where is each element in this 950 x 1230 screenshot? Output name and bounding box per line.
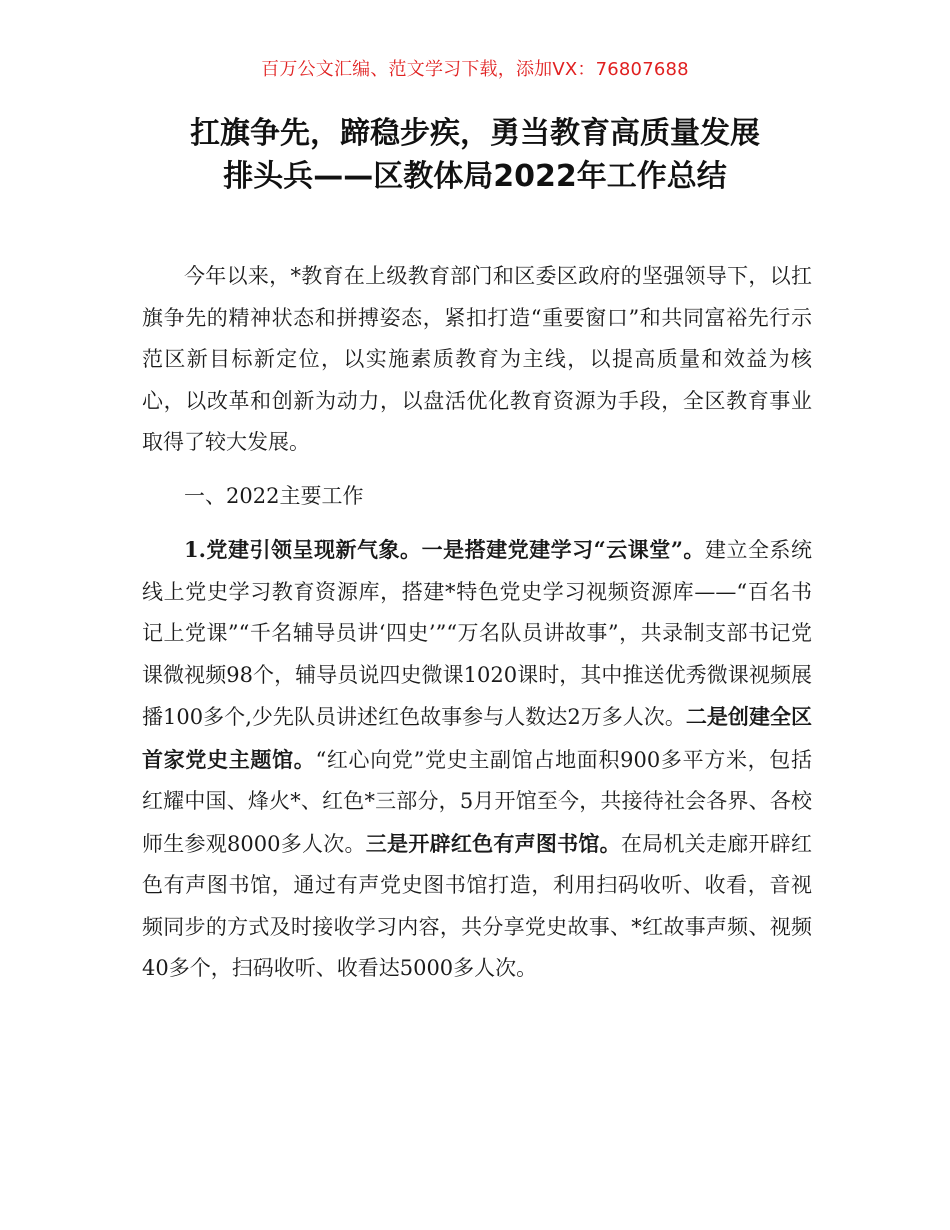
item3-heading: 三是开辟红色有声图书馆。: [365, 830, 621, 856]
document-body: [142, 256, 812, 990]
item1-heading: 1.党建引领呈现新气象。一是搭建党建学习“云课堂”。: [184, 537, 705, 562]
title-line-2: 排头兵——区教体局2022年工作总结: [223, 159, 727, 194]
download-banner: 百万公文汇编、范文学习下载，添加VX：76807688: [261, 59, 689, 80]
item2-text: “红心向党”党史主副馆占地面积900多平方米，包括红耀中国、烽火*、红色*三部分，5月开馆至今，共接待社会各界、各校师生参观8000多人次。: [142, 747, 812, 856]
section-heading: 一、2022主要工作: [184, 483, 364, 508]
item1-text: 建立全系统线上党史学习教育资源库，搭建*特色党史学习视频资源库——“百名书记上党课”“千名辅导员讲‘四史’”“万名队员讲故事”，共录制支部书记党课微视频98个，辅导员说四史微课1020课时，其中推送优秀微课视频展播100多个,少先队员讲述红色故事参与人数达2万多人次。: [142, 538, 812, 729]
document-title: [60, 112, 890, 198]
item3-text: 在局机关走廊开辟红色有声图书馆，通过有声党史图书馆打造，利用扫码收听、收看，音视频同步的方式及时接收学习内容，共分享党史故事、*红故事声频、视频40多个，扫码收听、收看达5000多人次。: [142, 831, 813, 980]
intro-paragraph: 今年以来，*教育在上级教育部门和区委区政府的坚强领导下，以扛旗争先的精神状态和拼搏姿态，紧扣打造“重要窗口”和共同富裕先行示范区新目标新定位，以实施素质教育为主线，以提高质量和效益为核心，以改革和创新为动力，以盘活优化教育资源为手段，全区教育事业取得了较大发展。: [142, 264, 812, 454]
party-building-paragraph: [142, 529, 812, 990]
title-line-1: 扛旗争先，蹄稳步疾，勇当教育高质量发展: [190, 116, 760, 151]
item2-heading: 二是创建全区首家党史主题馆。: [142, 704, 813, 772]
